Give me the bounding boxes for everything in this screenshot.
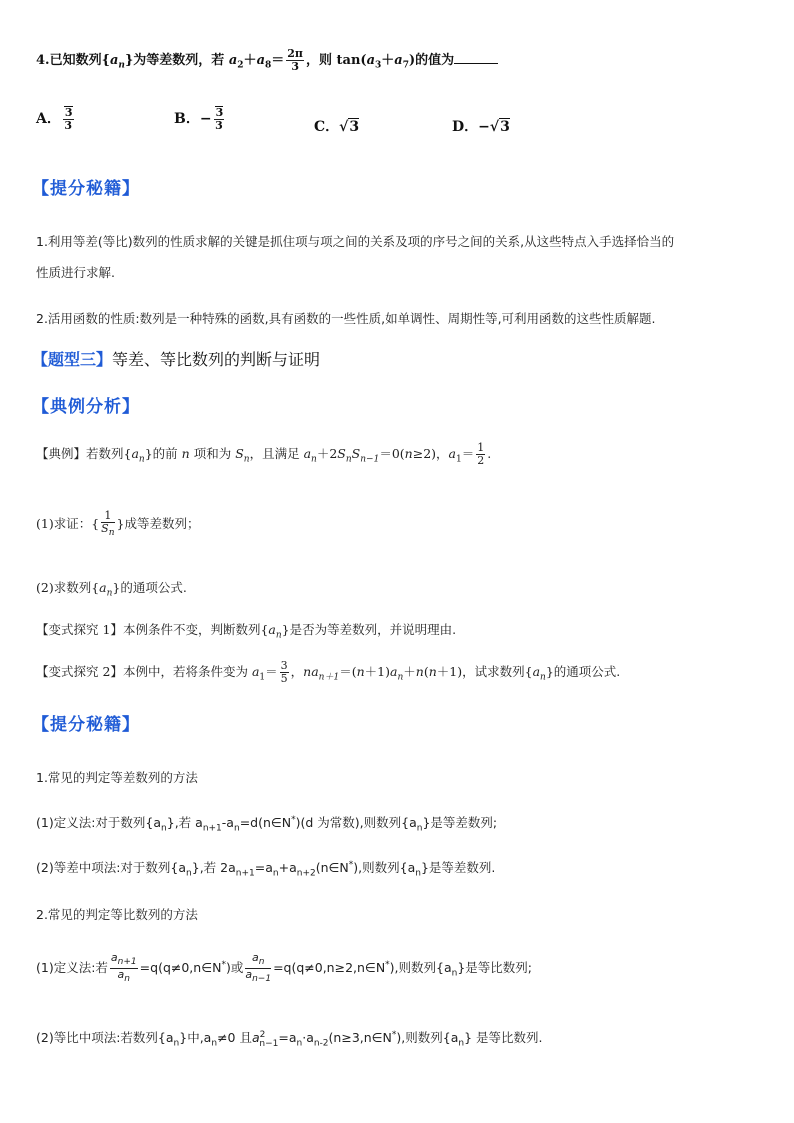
option-b[interactable]: B．− $\frac{3}{3}$ bbox=[174, 106, 224, 133]
option-d[interactable]: D．−√3 bbox=[452, 119, 510, 135]
example-heading: 【典例分析】 bbox=[32, 397, 140, 417]
tips2-line-2: (1)定义法:对于数列$\{a_n\}$,若 $a_{n+1}-a_n=d(n\in N^*)(d$ 为常数),则数列$\{a_n\}$是等差数列; bbox=[36, 814, 498, 834]
example-part-2: (2)求数列$\{a_n\}$的通项公式. bbox=[36, 580, 187, 599]
tips2-line-1: 1.常见的判定等差数列的方法 bbox=[36, 770, 198, 785]
tips2-line-5: (1)定义法:若 $\frac{a_{n+1}}{a_n}$ =q(q≠0,n∈N*)或 $\frac{a_n}{a_{n-1}}$ =q(q≠0,n≥2,n∈N*),则数列$\{a_n\}$是等比数列; bbox=[36, 951, 533, 985]
tips-heading-1: 【提分秘籍】 bbox=[32, 179, 140, 199]
example-statement: 【典例】若数列$\{a_n\}$的前 n 项和为 $S_n$，且满足 $a_n+2S_nS_{n-1}=0(n\ge 2)$，$a_1=$ $\frac{1}{2}$ . bbox=[36, 441, 492, 468]
sqrt-icon: 3 bbox=[215, 106, 224, 119]
option-c[interactable]: C．√3 bbox=[314, 119, 360, 135]
type3-heading: 【题型三】等差、等比数列的判断与证明 bbox=[32, 350, 321, 369]
tips2-line-6: (2)等比中项法:若数列$\{a_n\}$中$,a_n\ne 0$ 且$a^2_{n-1}=a_n\cdot a_{n-2}(n\ge 3,n\in N^*)$,则数列$\{a_n\}$ 是等比数列. bbox=[36, 1029, 543, 1049]
question-4: 4.已知数列$\{a_n\}$为等差数列，若 $a_2+a_8=$ $\frac{2\pi}{3}$ ，则 $\tan(a_3+a_7)$的值为 bbox=[36, 48, 498, 73]
sqrt-icon: 3 bbox=[349, 119, 360, 135]
tips1-paragraph-1-line1: 1.利用等差(等比)数列的性质求解的关键是抓住项与项之间的关系及项的序号之间的关系,从这些特点入手选择恰当的 bbox=[36, 234, 675, 249]
tips1-paragraph-2: 2.活用函数的性质:数列是一种特殊的函数,具有函数的一些性质,如单调性、周期性等,可利用函数的这些性质解题. bbox=[36, 311, 656, 326]
sqrt-icon: 3 bbox=[500, 119, 510, 135]
variant-2: 【变式探究 2】本例中，若将条件变为 $a_1=$ $\frac{3}{5}$ ，$na_{n+1}=(n+1)a_n+n(n+1)$，试求数列$\{a_n\}$的通项公式. bbox=[36, 659, 621, 686]
sqrt-icon: 3 bbox=[64, 106, 73, 119]
example-part-1: (1)求证：{ $\frac{1}{S_n}$ }成等差数列； bbox=[36, 509, 200, 539]
fraction-2pi-3: $\frac{2\pi}{3}$ bbox=[287, 47, 303, 74]
tips2-line-3: (2)等差中项法:对于数列$\{a_n\}$,若 $2a_{n+1}=a_n+a_{n+2}(n\in N^*)$,则数列$\{a_n\}$是等差数列. bbox=[36, 859, 496, 879]
tips1-paragraph-1-line2: 性质进行求解. bbox=[36, 265, 115, 280]
answer-blank[interactable] bbox=[454, 51, 498, 64]
question-number: 4. bbox=[36, 53, 50, 69]
tips2-line-4: 2.常见的判定等比数列的方法 bbox=[36, 907, 198, 922]
option-a[interactable]: A． $\frac{3}{3}$ bbox=[36, 106, 73, 133]
variant-1: 【变式探究 1】本例条件不变，判断数列$\{a_n\}$是否为等差数列，并说明理由. bbox=[36, 622, 457, 641]
tips-heading-2: 【提分秘籍】 bbox=[32, 715, 140, 735]
